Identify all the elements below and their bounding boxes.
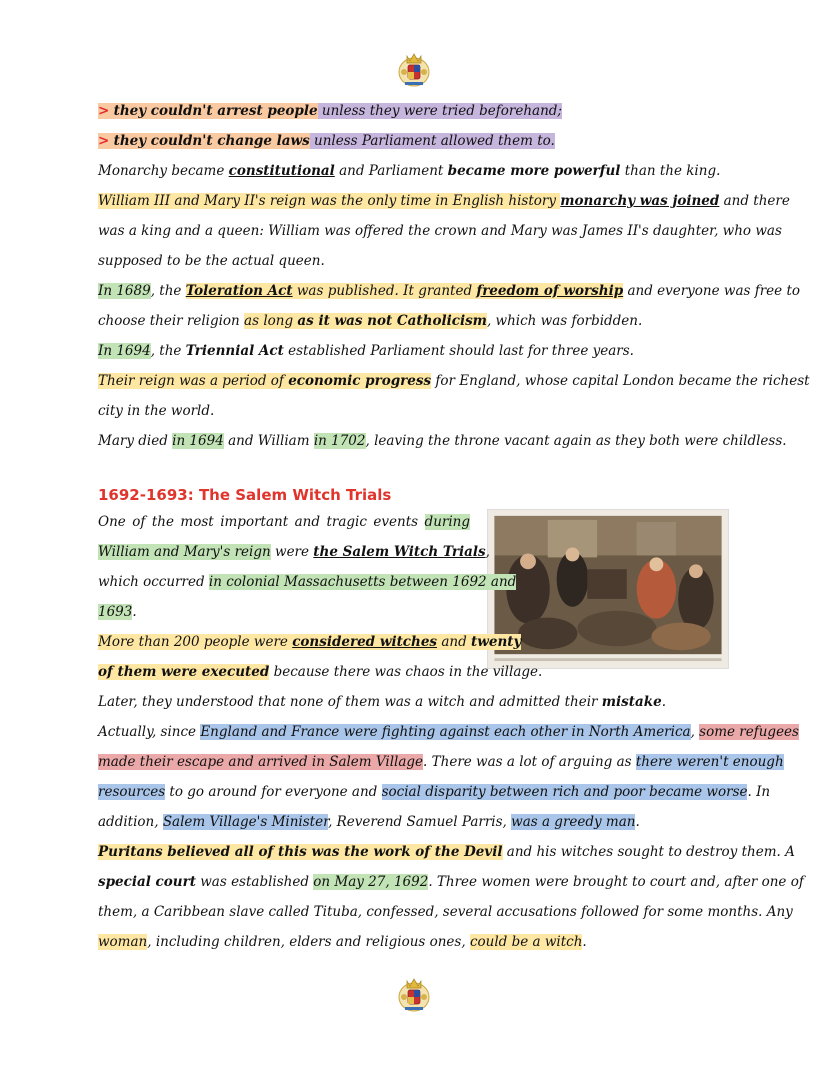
salem-text-block: [98, 507, 804, 957]
text-line: Their reign was a period of economic progress for England, whose capital London became the richest: [98, 373, 810, 389]
main-text-block: [98, 96, 810, 456]
text-line: made their escape and arrived in Salem Village. There was a lot of arguing as there weren't enough: [98, 754, 784, 770]
text-line: addition, Salem Village's Minister, Reverend Samuel Parris, was a greedy man.: [98, 814, 640, 830]
text-line: > they couldn't arrest people unless they were tried beforehand;: [98, 103, 562, 119]
text-line: special court was established on May 27, 1692. Three women were brought to court and, after one of: [98, 874, 804, 890]
text-line: Monarchy became constitutional and Parliament became more powerful than the king.: [98, 163, 721, 179]
text-line: them, a Caribbean slave called Tituba, confessed, several accusations followed for some months. Any: [98, 904, 793, 920]
text-line: which occurred in colonial Massachusetts between 1692 and: [98, 574, 517, 590]
text-line: was a king and a queen: William was offered the crown and Mary was James II's daughter, who was: [98, 223, 782, 239]
text-line: William and Mary's reign were the Salem Witch Trials,: [98, 544, 490, 560]
text-line: In 1694, the Triennial Act established Parliament should last for three years.: [98, 343, 634, 359]
royal-crest-icon: [397, 975, 431, 1015]
text-line: 1693.: [98, 604, 137, 620]
text-line: Actually, since England and France were fighting against each other in North America, some refugees: [98, 724, 799, 740]
text-line: More than 200 people were considered witches and twenty: [98, 634, 522, 650]
royal-crest-icon: [397, 50, 431, 90]
text-line: of them were executed because there was chaos in the village.: [98, 664, 543, 680]
text-line: choose their religion as long as it was not Catholicism, which was forbidden.: [98, 313, 643, 329]
text-line: woman, including children, elders and religious ones, could be a witch.: [98, 934, 587, 950]
text-line: In 1689, the Toleration Act was published. It granted freedom of worship and everyone was free to: [98, 283, 801, 299]
section-title: 1692-1693: The Salem Witch Trials: [98, 486, 392, 504]
text-line: > they couldn't change laws unless Parliament allowed them to.: [98, 133, 555, 149]
text-line: supposed to be the actual queen.: [98, 253, 325, 269]
text-line: city in the world.: [98, 403, 215, 419]
text-line: Mary died in 1694 and William in 1702, leaving the throne vacant again as they both were childless.: [98, 433, 787, 449]
text-line: Later, they understood that none of them was a witch and admitted their mistake.: [98, 694, 667, 710]
text-line: William III and Mary II's reign was the only time in English history monarchy was joined and there: [98, 193, 790, 209]
text-line: One of the most important and tragic events during: [98, 514, 470, 530]
text-line: Puritans believed all of this was the work of the Devil and his witches sought to destroy them. A: [98, 844, 795, 860]
text-line: resources to go around for everyone and social disparity between rich and poor became worse. In: [98, 784, 771, 800]
